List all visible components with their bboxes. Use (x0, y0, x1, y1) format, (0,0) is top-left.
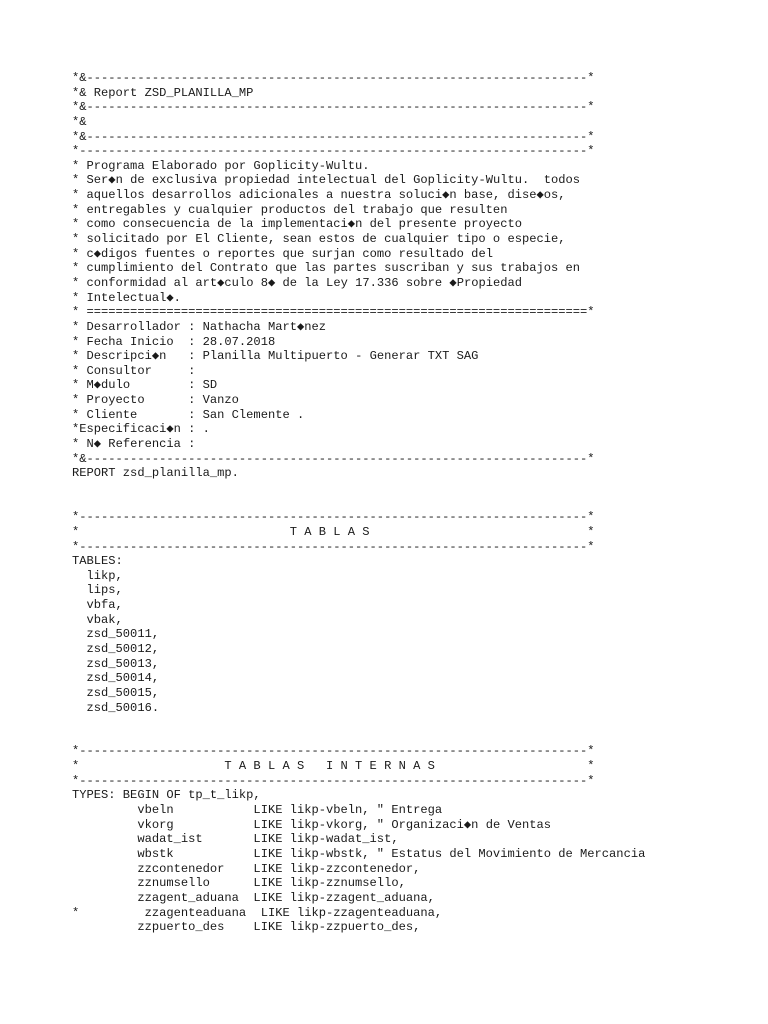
code-line: *&---------------------------------------------------------------------* (72, 100, 595, 115)
code-line: * Consultor : (72, 363, 196, 378)
code-line: likp, (72, 568, 123, 583)
code-line: *&---------------------------------------------------------------------* (72, 451, 595, 466)
code-line: * entregables y cualquier productos del trabajo que resulten (72, 202, 508, 217)
code-line: TABLES: (72, 554, 123, 569)
code-line: *----------------------------------------------------------------------* (72, 773, 595, 788)
code-line: * cumplimiento del Contrato que las partes suscriban y sus trabajos en (72, 261, 581, 276)
code-line (72, 730, 645, 745)
code-line: zsd_50015, (72, 685, 160, 700)
code-line: * T A B L A S * (72, 524, 595, 539)
code-line: zsd_50014, (72, 671, 160, 686)
code-line: * M◆dulo : SD (72, 378, 218, 393)
code-line: * como consecuencia de la implementaci◆n del presente proyecto (72, 217, 522, 232)
code-line: wbstk LIKE likp-wbstk, " Estatus del Movimiento de Mercancia (72, 846, 646, 861)
code-line: *& Report ZSD_PLANILLA_MP (72, 85, 254, 100)
code-line: REPORT zsd_planilla_mp. (72, 466, 239, 481)
code-line: zzagent_aduana LIKE likp-zzagent_aduana, (72, 890, 435, 905)
code-line: wadat_ist LIKE likp-wadat_ist, (72, 832, 399, 847)
code-line: *----------------------------------------------------------------------* (72, 539, 595, 554)
code-line: *&---------------------------------------------------------------------* (72, 71, 595, 85)
code-line: * c◆digos fuentes o reportes que surjan como resultado del (72, 246, 493, 261)
code-line: * =====================================================================* (72, 305, 595, 320)
code-line: * Intelectual◆. (72, 290, 181, 305)
code-line: *----------------------------------------------------------------------* (72, 144, 595, 159)
code-line: *----------------------------------------------------------------------* (72, 510, 595, 525)
code-line: *&---------------------------------------------------------------------* (72, 129, 595, 144)
code-line: vbeln LIKE likp-vbeln, " Entrega (72, 803, 443, 818)
code-line (72, 715, 645, 730)
code-line: * Desarrollador : Nathacha Mart◆nez (72, 319, 327, 334)
code-line: * Ser◆n de exclusiva propiedad intelectual del Goplicity-Wultu. todos (72, 173, 581, 188)
code-line: * Cliente : San Clemente . (72, 407, 305, 422)
code-line: vbfa, (72, 598, 123, 613)
code-line: zzcontenedor LIKE likp-zzcontenedor, (72, 861, 421, 876)
code-line: * conformidad al art◆culo 8◆ de la Ley 17.336 sobre ◆Propiedad (72, 275, 523, 290)
code-line: zzpuerto_des LIKE likp-zzpuerto_des, (72, 920, 421, 935)
code-line: zsd_50011, (72, 627, 160, 642)
code-line: *Especificaci◆n : . (72, 422, 210, 437)
code-line: * Descripci◆n : Planilla Multipuerto - Generar TXT SAG (72, 349, 479, 364)
code-line (72, 481, 645, 496)
code-line: zznumsello LIKE likp-zznumsello, (72, 876, 406, 891)
code-line: zsd_50013, (72, 656, 160, 671)
code-line: *----------------------------------------------------------------------* (72, 744, 595, 759)
code-line: * Programa Elaborado por Goplicity-Wultu. (72, 158, 370, 173)
code-line: vbak, (72, 612, 123, 627)
code-line: TYPES: BEGIN OF tp_t_likp, (72, 788, 261, 803)
code-line: *& (72, 114, 87, 129)
code-line: zsd_50016. (72, 700, 160, 715)
code-line: vkorg LIKE likp-vkorg, " Organizaci◆n de Ventas (72, 817, 552, 832)
code-line: * aquellos desarrollos adicionales a nuestra soluci◆n base, dise◆os, (72, 188, 566, 203)
code-line: * Fecha Inicio : 28.07.2018 (72, 334, 276, 349)
code-line: * T A B L A S I N T E R N A S * (72, 759, 595, 774)
code-line (72, 496, 645, 511)
code-line: zsd_50012, (72, 641, 160, 656)
abap-source-code (72, 71, 645, 935)
code-line: lips, (72, 583, 123, 598)
code-line: * Proyecto : Vanzo (72, 393, 239, 408)
code-line: * zzagenteaduana LIKE likp-zzagenteaduana, (72, 905, 443, 920)
code-line: * N◆ Referencia : (72, 437, 196, 452)
code-line: * solicitado por El Cliente, sean estos de cualquier tipo o especie, (72, 232, 566, 247)
